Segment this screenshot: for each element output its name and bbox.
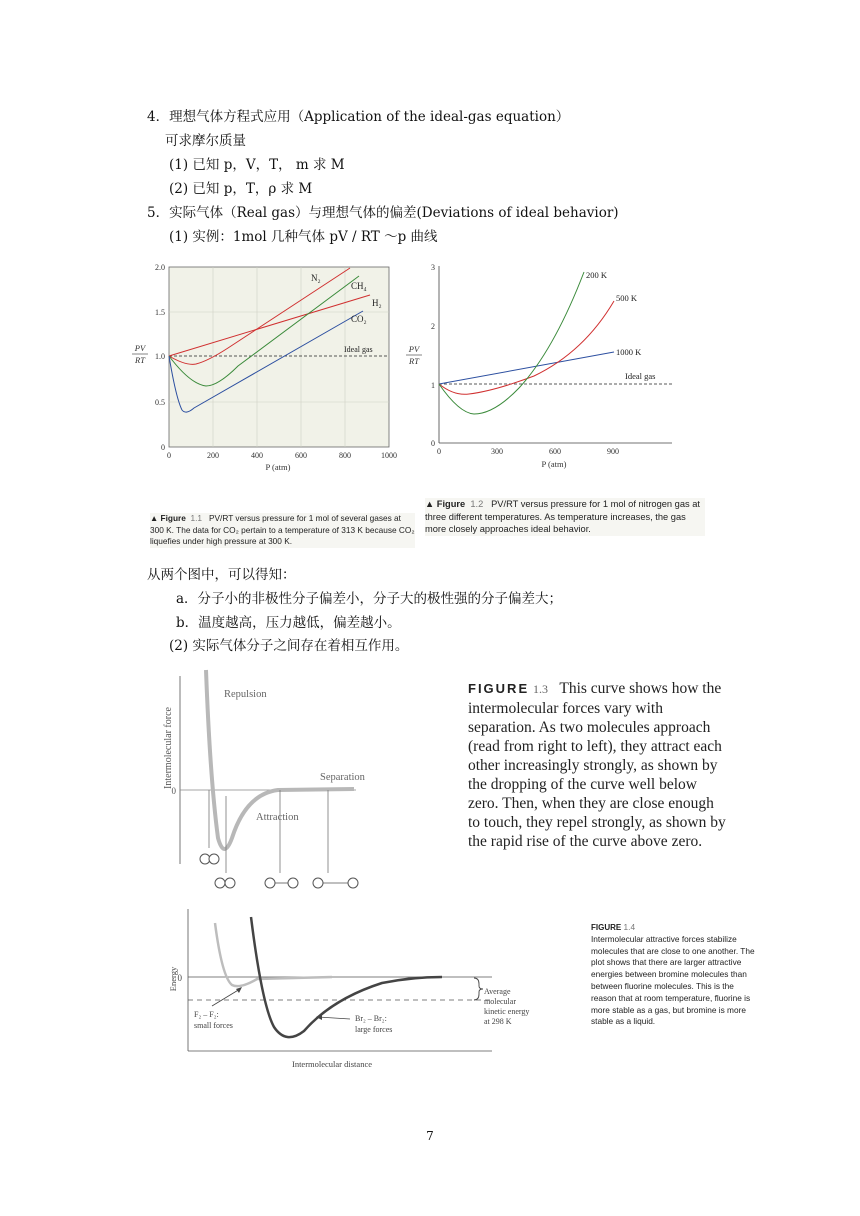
caption-number: 1.1 [190, 513, 203, 523]
figure-1-3-caption [468, 679, 728, 851]
fig1-xtick: 600 [295, 451, 307, 460]
fig1-ytick: 1.0 [155, 352, 165, 361]
fig3-separation: Separation [320, 772, 365, 783]
figure-1-2-caption: ▲ Figure 1.2 PV/RT versus pressure for 1 mol of nitrogen gas at three different temperatures. As temperature increases, the gas more closely approaches ideal behavior. [425, 498, 705, 536]
label-500k: 500 K [616, 293, 638, 303]
fig2-xtick: 900 [607, 447, 619, 456]
fig1-xtick: 400 [251, 451, 263, 460]
figure-1-2 [404, 258, 704, 473]
label-ideal-gas: Ideal gas [625, 371, 656, 381]
caption-word: Figure [160, 513, 186, 523]
fig4-br2-label: Br₂ – Br₂: [355, 1014, 387, 1023]
figure-1-1 [128, 258, 410, 478]
fig1-ytick: 0.5 [155, 398, 165, 407]
fig3-repulsion: Repulsion [224, 689, 267, 700]
page-number: 7 [426, 1129, 434, 1143]
fig1-ytick: 1.5 [155, 308, 165, 317]
figure-1-4 [162, 905, 562, 1075]
caption-number: 1.2 [470, 499, 484, 509]
figure-1-4-caption [591, 922, 759, 1028]
heading-4: 4．理想气体方程式应用（Application of the ideal-gas equation） [147, 109, 570, 125]
fig4-ylabel: Energy [168, 966, 178, 992]
fig1-xtick: 200 [207, 451, 219, 460]
fig1-xtick: 800 [339, 451, 351, 460]
caption-text: PV/RT versus pressure for 1 mol of nitrogen gas at three different temperatures. As temperature increases, the gas more closely approaches ideal behavior. [425, 499, 701, 535]
caption-text: This curve shows how the intermolecular forces vary with separation. As two molecules approach (read from right to left), they attract each other increasingly strongly, as shown by the dropping of the curve well below zero. Then, when they are close enough to touch, they repel strongly, as shown by the rapid rise of the curve above zero. [468, 680, 726, 850]
text-interaction: (2) 实际气体分子之间存在着相互作用。 [169, 638, 409, 654]
caption-word: Figure [436, 499, 466, 509]
fig2-ytick: 0 [431, 439, 435, 448]
fig1-xtick: 0 [167, 451, 171, 460]
text-conclusion-a: a．分子小的非极性分子偏差小，分子大的极性强的分子偏差大； [176, 591, 563, 607]
fig4-avg-4: at 298 K [484, 1017, 512, 1026]
fig4-avg-3: kinetic energy [484, 1007, 530, 1016]
figure-1-3 [158, 668, 458, 896]
fig3-ylabel: Intermolecular force [163, 707, 174, 789]
text-example: (1) 实例：1mol 几种气体 pV / RT ～p 曲线 [169, 229, 438, 245]
label-ideal-gas: Ideal gas [344, 345, 373, 354]
fig4-avg-1: Average [484, 987, 511, 996]
fig1-ylabel-den: RT [135, 355, 145, 365]
fig4-zero: 0 [177, 973, 182, 983]
figure-1-1-caption: ▲ Figure 1.1 PV/RT versus pressure for 1 mol of several gases at 300 K. The data for CO₂ pertain to a temperature of 313 K because CO₂ liquefies under high pressure at 300 K. [150, 513, 415, 546]
fig1-ytick: 2.0 [155, 263, 165, 272]
caption-number: 1.3 [533, 682, 548, 696]
text-case-2: (2) 已知 p，T，ρ 求 M [169, 181, 313, 197]
fig1-ytick: 0 [161, 443, 165, 452]
fig1-xlabel: P (atm) [265, 462, 291, 472]
fig2-xlabel: P (atm) [541, 459, 567, 469]
fig2-ytick: 3 [431, 263, 435, 272]
text-conclusion-b: b．温度越高，压力越低，偏差越小。 [176, 615, 401, 631]
text-case-1: (1) 已知 p，V，T， m 求 M [169, 157, 345, 173]
fig1-ylabel-num: PV [134, 343, 146, 353]
heading-5: 5．实际气体（Real gas）与理想气体的偏差(Deviations of ideal behavior) [147, 205, 619, 221]
caption-number: 1.4 [623, 922, 636, 932]
label-200k: 200 K [586, 270, 608, 280]
fig2-ytick: 1 [431, 381, 435, 390]
fig3-zero: 0 [171, 786, 176, 796]
fig2-xtick: 300 [491, 447, 503, 456]
fig2-ylabel-den: RT [409, 356, 419, 366]
label-h2: H₂ [372, 298, 382, 308]
fig3-attraction: Attraction [256, 812, 299, 823]
fig1-xtick: 1000 [381, 451, 397, 460]
fig4-xlabel: Intermolecular distance [291, 1059, 373, 1069]
fig4-br2-forces: large forces [355, 1025, 393, 1034]
caption-word: FIGURE [468, 681, 530, 696]
label-co2: CO₂ [351, 314, 367, 324]
caption-text: Intermolecular attractive forces stabilize molecules that are close to one another. The plot shows that there are larger attractive energies between bromine molecules than between fluorine molecules. This is the reason that at room temperature, fluorine is more stable as a gas, but bromine is more stable as a liquid. [591, 933, 755, 1027]
caption-word: FIGURE [591, 923, 622, 932]
label-ch4: CH₄ [351, 281, 367, 291]
fig4-f2-forces: small forces [194, 1021, 233, 1030]
fig2-xtick: 600 [549, 447, 561, 456]
text-conclusion-intro: 从两个图中，可以得知： [147, 567, 296, 583]
fig2-ylabel-num: PV [408, 344, 420, 354]
caption-text: PV/RT versus pressure for 1 mol of several gases at 300 K. The data for CO₂ pertain to a temperature of 313 K because CO₂ liquefies under high pressure at 300 K. [150, 513, 415, 546]
fig2-xtick: 0 [437, 447, 441, 456]
fig4-avg-2: molecular [484, 997, 516, 1006]
fig2-ytick: 2 [431, 322, 435, 331]
fig4-f2-label: F₂ – F₂: [194, 1010, 219, 1019]
text-molar-mass: 可求摩尔质量 [165, 133, 246, 149]
label-1000k: 1000 K [616, 347, 642, 357]
label-n2: N₂ [311, 273, 321, 283]
